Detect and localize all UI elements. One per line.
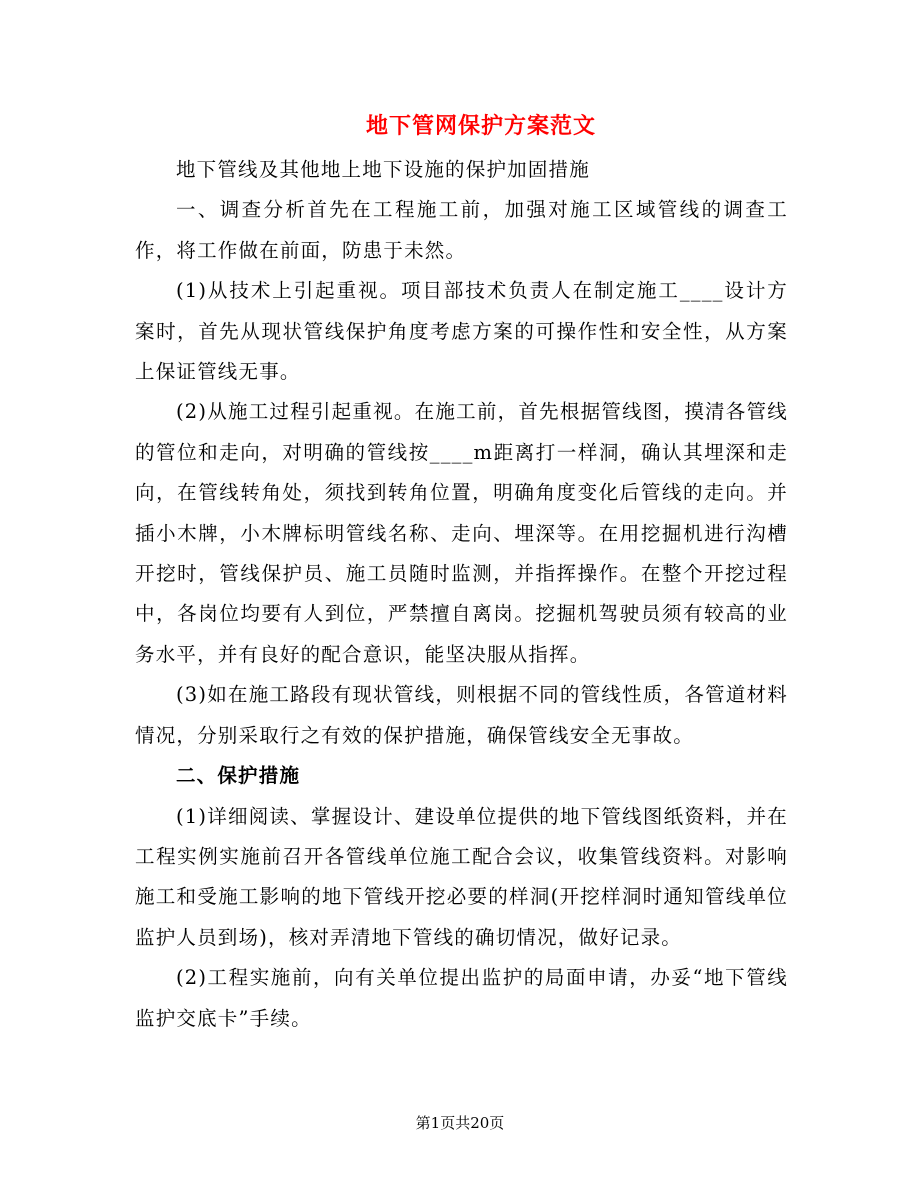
- page-number: 第1页共20页: [415, 1114, 505, 1132]
- paragraph-protection-1: (1)详细阅读、掌握设计、建设单位提供的地下管线图纸资料，并在工程实例实施前召开各管线单位施工配合会议，收集管线资料。对影响施工和受施工影响的地下管线开挖必要的样洞(开挖样洞时通知管线单位监护人员到场)，核对弄清地下管线的确切情况，做好记录。: [135, 804, 788, 949]
- paragraph-protection-2: (2)工程实施前，向有关单位提出监护的局面申请，办妥“地下管线监护交底卡”手续。: [135, 966, 788, 1030]
- document-title: 地下管网保护方案范文: [365, 113, 596, 139]
- paragraph-item-3: (3)如在施工路段有现状管线，则根据不同的管线性质，各管道材料情况，分别采取行之有效的保护措施，确保管线安全无事故。: [135, 683, 788, 747]
- paragraph-item-2: (2)从施工过程引起重视。在施工前，首先根据管线图，摸清各管线的管位和走向，对明确的管线按____m距离打一样洞，确认其埋深和走向，在管线转角处，须找到转角位置，明确角度变化后管线的走向。并插小木牌，小木牌标明管线名称、走向、埋深等。在用挖掘机进行沟槽开挖时，管线保护员、施工员随时监测，并指挥操作。在整个开挖过程中，各岗位均要有人到位，严禁擅自离岗。挖掘机驾驶员须有较高的业务水平，并有良好的配合意识，能坚决服从指挥。: [135, 400, 788, 666]
- paragraph-section-1: 一、调查分析首先在工程施工前，加强对施工区域管线的调查工作，将工作做在前面，防患于未然。: [135, 198, 788, 262]
- paragraph-item-1: (1)从技术上引起重视。项目部技术负责人在制定施工____设计方案时，首先从现状管线保护角度考虑方案的可操作性和安全性，从方案上保证管线无事。: [135, 279, 788, 384]
- document-body: [135, 150, 788, 1039]
- paragraph-intro: 地下管线及其他地上地下设施的保护加固措施: [175, 158, 590, 181]
- section-heading-protection: 二、保护措施: [175, 764, 301, 788]
